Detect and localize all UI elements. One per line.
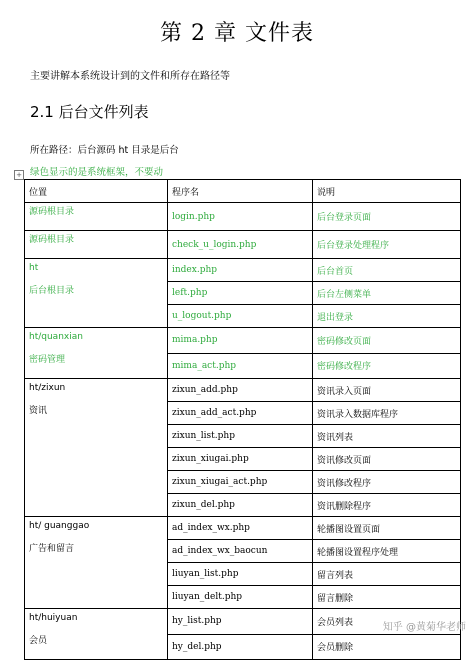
- location-line: ht/zixun: [29, 383, 66, 393]
- program-cell: zixun_xiugai_act.php: [168, 471, 313, 494]
- location-line: 资讯: [29, 406, 48, 416]
- location-line: 会员: [29, 636, 48, 646]
- description-cell: 后台左侧菜单: [313, 282, 461, 305]
- description-cell: 资讯修改程序: [313, 471, 461, 494]
- location-cell: [25, 609, 168, 660]
- table-move-handle-icon[interactable]: +: [14, 170, 24, 180]
- description-cell: 留言列表: [313, 563, 461, 586]
- description-cell: 退出登录: [313, 305, 461, 328]
- description-cell: 轮播图设置程序处理: [313, 540, 461, 563]
- location-cell: [25, 328, 168, 379]
- section-heading: 2.1 后台文件列表: [30, 103, 149, 121]
- program-cell: hy_del.php: [168, 634, 313, 660]
- chapter-title: 第 2 章 文件表: [160, 21, 314, 46]
- location-cell: [25, 517, 168, 609]
- program-cell: zixun_list.php: [168, 425, 313, 448]
- program-cell: mima.php: [168, 328, 313, 354]
- table-body: [25, 203, 461, 660]
- table-row: [25, 203, 461, 231]
- table-row: [25, 517, 461, 540]
- program-cell: liuyan_list.php: [168, 563, 313, 586]
- table-header-row: [25, 180, 461, 203]
- location-line: ht: [29, 263, 39, 273]
- location-line: 广告和留言: [29, 544, 75, 554]
- file-table: [24, 179, 461, 660]
- location-line: 后台根目录: [29, 286, 75, 296]
- program-cell: ad_index_wx.php: [168, 517, 313, 540]
- description-cell: 后台首页: [313, 259, 461, 282]
- program-cell: index.php: [168, 259, 313, 282]
- table-row: [25, 379, 461, 402]
- location-line: 密码管理: [29, 355, 66, 365]
- program-cell: zixun_xiugai.php: [168, 448, 313, 471]
- description-cell: 资讯录入数据库程序: [313, 402, 461, 425]
- table-row: [25, 259, 461, 282]
- location-line: 源码根目录: [29, 207, 75, 217]
- table-row: [25, 231, 461, 259]
- location-cell: [25, 259, 168, 328]
- header-description: 说明: [313, 180, 461, 203]
- program-cell: u_logout.php: [168, 305, 313, 328]
- description-cell: 资讯列表: [313, 425, 461, 448]
- program-cell: zixun_del.php: [168, 494, 313, 517]
- table-row: [25, 328, 461, 354]
- program-cell: mima_act.php: [168, 353, 313, 379]
- program-cell: liuyan_delt.php: [168, 586, 313, 609]
- watermark: 知乎 @黄菊华老师: [382, 622, 466, 633]
- location-cell: [25, 231, 168, 259]
- header-location: 位置: [25, 180, 168, 203]
- description-cell: 后台登录页面: [313, 203, 461, 231]
- location-line: ht/quanxian: [29, 332, 83, 342]
- header-program: 程序名: [168, 180, 313, 203]
- location-cell: [25, 203, 168, 231]
- description-cell: 会员列表: [313, 609, 461, 635]
- intro-text: 主要讲解本系统设计到的文件和所存在路径等: [30, 71, 230, 82]
- description-cell: 会员删除: [313, 634, 461, 660]
- description-cell: 密码修改页面: [313, 328, 461, 354]
- location-line: 源码根目录: [29, 235, 75, 245]
- program-cell: zixun_add_act.php: [168, 402, 313, 425]
- program-cell: ad_index_wx_baocun: [168, 540, 313, 563]
- location-cell: [25, 379, 168, 517]
- description-cell: 轮播图设置页面: [313, 517, 461, 540]
- green-note: 绿色显示的是系统框架，不要动: [30, 167, 164, 178]
- description-cell: 后台登录处理程序: [313, 231, 461, 259]
- location-line: ht/ guanggao: [29, 521, 90, 531]
- program-cell: check_u_login.php: [168, 231, 313, 259]
- description-cell: 资讯删除程序: [313, 494, 461, 517]
- program-cell: left.php: [168, 282, 313, 305]
- program-cell: hy_list.php: [168, 609, 313, 635]
- description-cell: 资讯修改页面: [313, 448, 461, 471]
- program-cell: zixun_add.php: [168, 379, 313, 402]
- description-cell: 资讯录入页面: [313, 379, 461, 402]
- description-cell: 留言删除: [313, 586, 461, 609]
- location-line: ht/huiyuan: [29, 613, 78, 623]
- description-cell: 密码修改程序: [313, 353, 461, 379]
- path-line: 所在路径：后台源码 ht 目录是后台: [30, 145, 179, 156]
- program-cell: login.php: [168, 203, 313, 231]
